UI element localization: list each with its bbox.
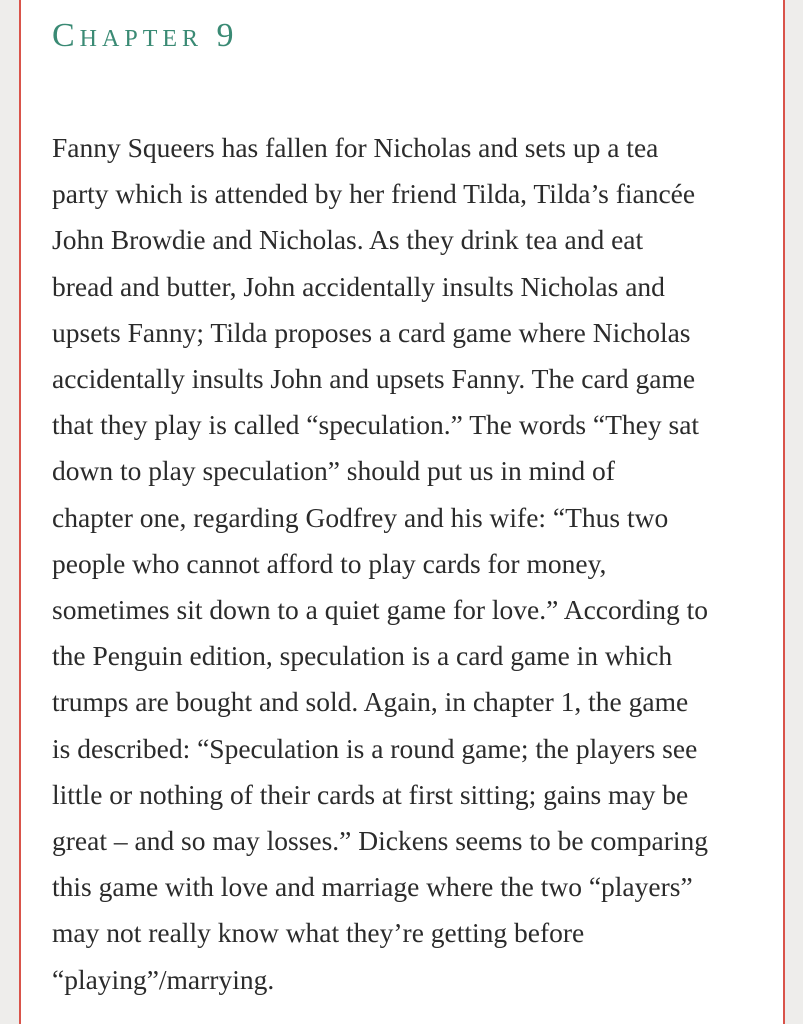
body-line: sometimes sit down to a quiet game for love.” According to	[52, 594, 709, 626]
body-line: great – and so may losses.” Dickens seems to be comparing	[52, 825, 709, 857]
chapter-body	[52, 125, 768, 1003]
body-line: trumps are bought and sold. Again, in chapter 1, the game	[52, 686, 689, 718]
body-line: bread and butter, John accidentally insults Nicholas and	[52, 270, 665, 302]
chapter-title: Chapter 9	[52, 17, 239, 54]
body-line: this game with love and marriage where the two “players”	[52, 871, 693, 903]
body-line: John Browdie and Nicholas. As they drink tea and eat	[52, 224, 644, 256]
body-line: upsets Fanny; Tilda proposes a card game where Nicholas	[52, 316, 691, 348]
body-line: people who cannot afford to play cards for money,	[52, 547, 607, 579]
body-line: the Penguin edition, speculation is a card game in which	[52, 640, 673, 672]
body-line: down to play speculation” should put us in mind of	[52, 455, 615, 487]
body-line: Fanny Squeers has fallen for Nicholas and sets up a tea	[52, 132, 659, 163]
body-line: is described: “Speculation is a round game; the players see	[52, 732, 698, 764]
body-line: accidentally insults John and upsets Fanny. The card game	[52, 363, 696, 395]
body-line: party which is attended by her friend Tilda, Tilda’s fiancée	[52, 178, 696, 210]
article-page	[19, 0, 785, 1024]
body-line: may not really know what they’re getting before	[52, 917, 585, 949]
body-line: “playing”/marrying.	[52, 963, 275, 995]
body-line: chapter one, regarding Godfrey and his wife: “Thus two	[52, 501, 669, 533]
body-line: that they play is called “speculation.” The words “They sat	[52, 409, 700, 441]
body-line: little or nothing of their cards at first sitting; gains may be	[52, 778, 689, 810]
